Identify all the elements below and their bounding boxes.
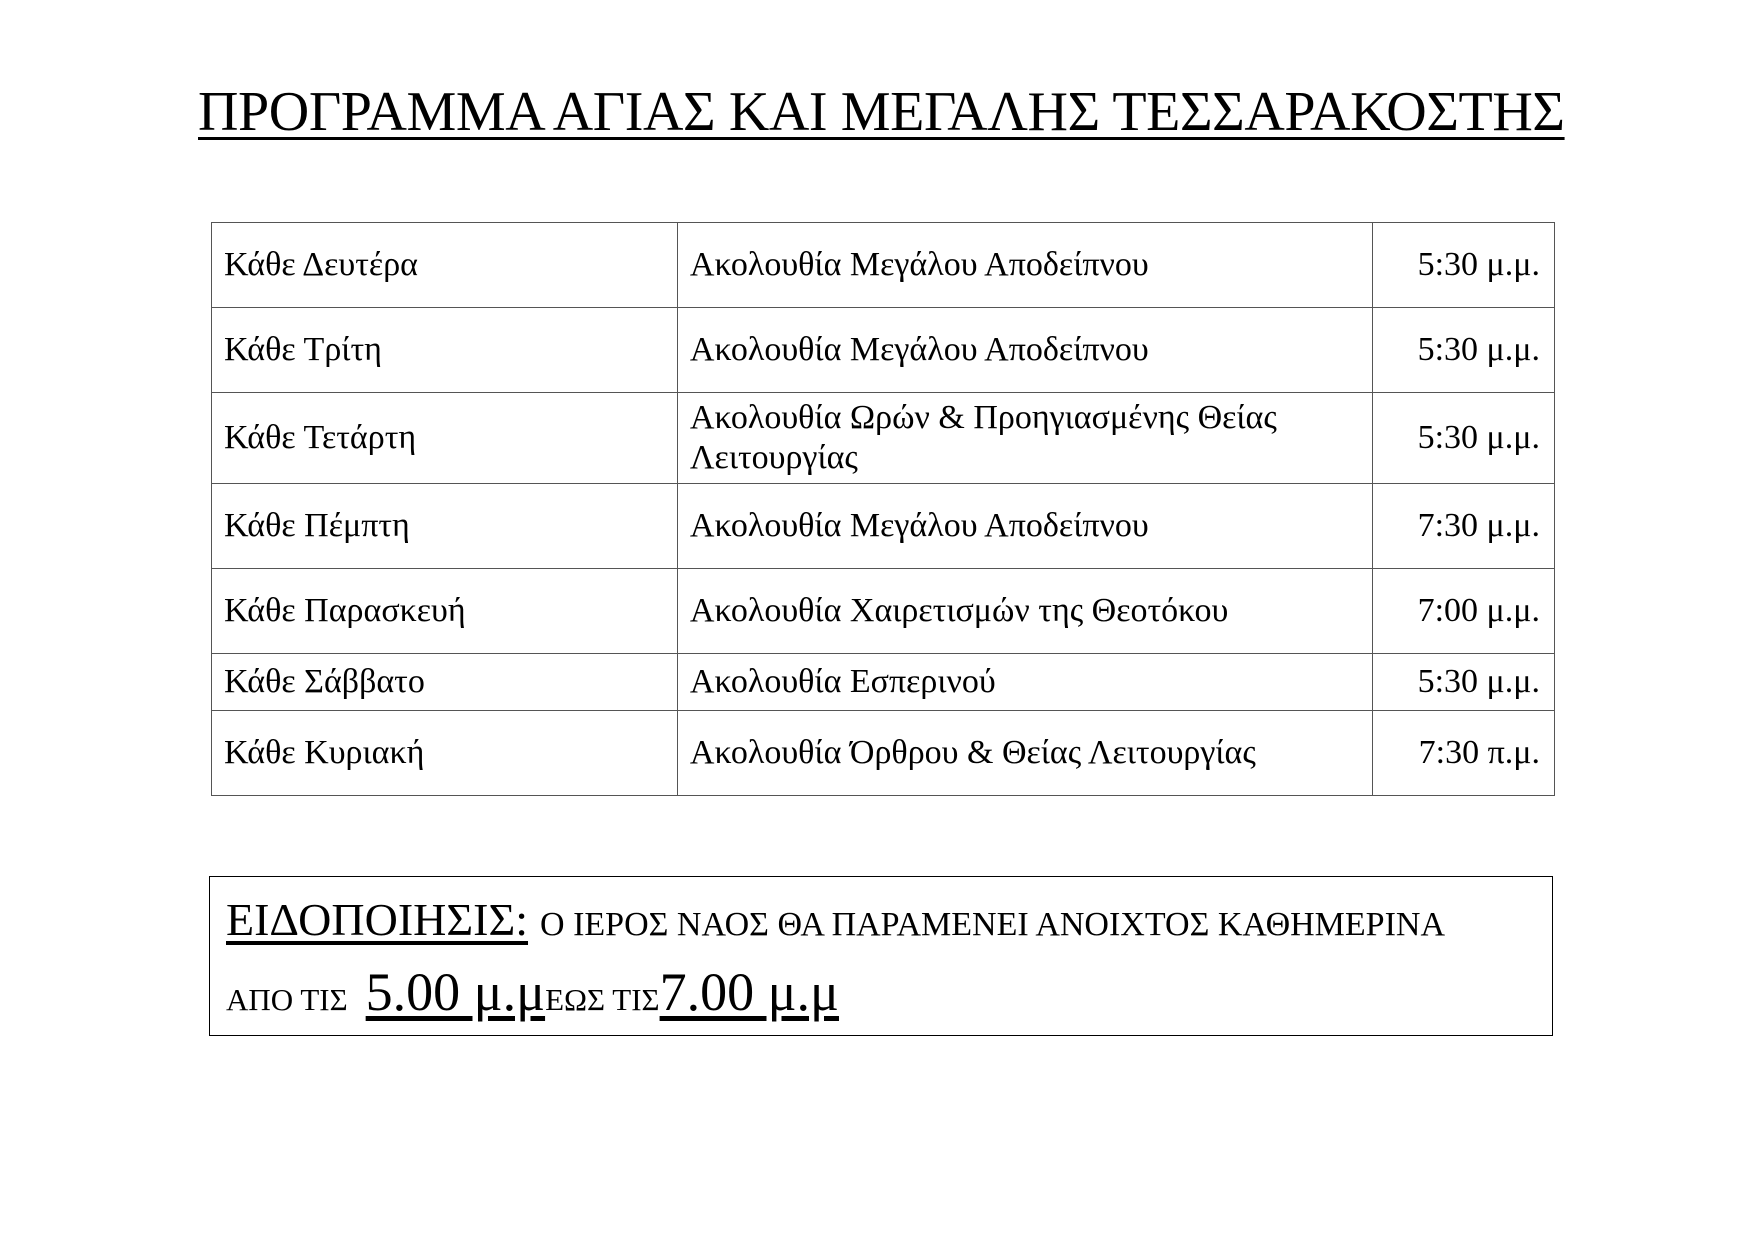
schedule-table [211,222,1555,796]
notice-line-2 [226,961,839,1023]
time-cell: 5:30 μ.μ. [1373,654,1555,711]
from-label: ΑΠΟ ΤΙΣ [226,982,348,1017]
to-label: ΕΩΣ ΤΙΣ [545,982,660,1017]
time-cell: 7:00 μ.μ. [1373,569,1555,654]
service-cell: Ακολουθία Όρθρου & Θείας Λειτουργίας [677,711,1372,796]
day-cell: Κάθε Τετάρτη [212,393,678,484]
from-time: 5.00 μ.μ [365,962,546,1022]
day-cell: Κάθε Πέμπτη [212,484,678,569]
table-row [212,393,1555,484]
table-row [212,711,1555,796]
table-row [212,569,1555,654]
page-title: ΠΡΟΓΡΑΜΜΑ ΑΓΙΑΣ ΚΑΙ ΜΕΓΑΛΗΣ ΤΕΣΣΑΡΑΚΟΣΤΗΣ [198,81,1565,143]
time-cell: 5:30 μ.μ. [1373,308,1555,393]
notice-line-1 [226,893,1445,946]
notice-text: Ο ΙΕΡΟΣ ΝΑΟΣ ΘΑ ΠΑΡΑΜΕΝΕΙ ΑΝΟΙΧΤΟΣ ΚΑΘΗΜΕΡΙΝΑ [540,906,1446,943]
day-cell: Κάθε Κυριακή [212,711,678,796]
table-row [212,223,1555,308]
service-cell: Ακολουθία Μεγάλου Αποδείπνου [677,308,1372,393]
day-cell: Κάθε Σάββατο [212,654,678,711]
to-time: 7.00 μ.μ [659,962,839,1022]
table-row [212,654,1555,711]
day-cell: Κάθε Παρασκευή [212,569,678,654]
service-cell: Ακολουθία Χαιρετισμών της Θεοτόκου [677,569,1372,654]
service-cell: Ακολουθία Μεγάλου Αποδείπνου [677,484,1372,569]
day-cell: Κάθε Δευτέρα [212,223,678,308]
notice-label: ΕΙΔΟΠΟΙΗΣΙΣ: [226,894,529,945]
service-cell: Ακολουθία Εσπερινού [677,654,1372,711]
notice-box [209,876,1553,1036]
time-cell: 5:30 μ.μ. [1373,223,1555,308]
time-cell: 5:30 μ.μ. [1373,393,1555,484]
time-cell: 7:30 π.μ. [1373,711,1555,796]
time-cell: 7:30 μ.μ. [1373,484,1555,569]
service-cell: Ακολουθία Ωρών & Προηγιασμένης Θείας Λειτουργίας [677,393,1372,484]
table-row [212,484,1555,569]
day-cell: Κάθε Τρίτη [212,308,678,393]
table-row [212,308,1555,393]
service-cell: Ακολουθία Μεγάλου Αποδείπνου [677,223,1372,308]
